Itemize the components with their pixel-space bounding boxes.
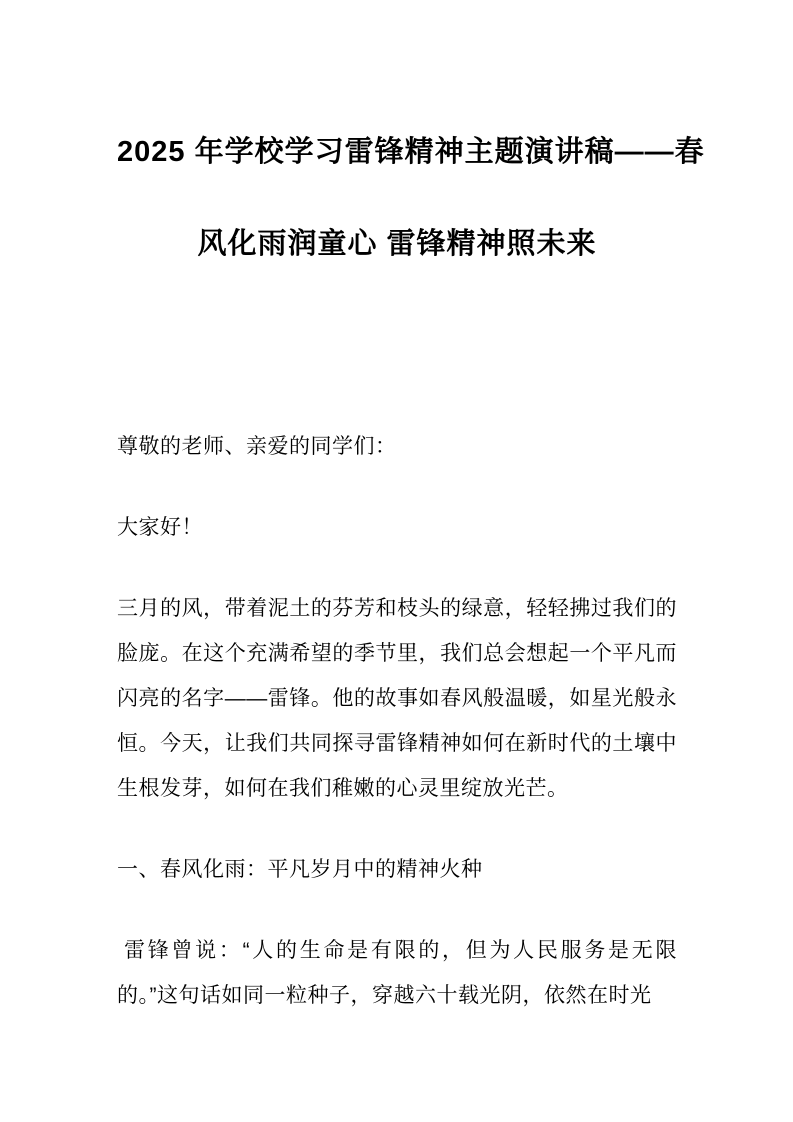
paragraph-intro: 三月的风，带着泥土的芬芳和枝头的绿意，轻轻拂过我们的脸庞。在这个充满希望的季节里，我们总会想起一个平凡而闪亮的名字——雷锋。他的故事如春风般温暖，如星光般永恒。今天，让我们共同探寻雷锋精神如何在新时代的土壤中生根发芽，如何在我们稚嫩的心灵里绽放光芒。 [117,597,677,800]
document-title [117,106,705,290]
title-line-2: 风化雨润童心 雷锋精神照未来 [197,228,597,260]
paragraph-lei-feng-quote: 雷锋曾说：“人的生命是有限的，但为人民服务是无限的。”这句话如同一粒种子，穿越六十载光阴，依然在时光 [117,939,677,1007]
document-body [117,424,677,1018]
greeting-line: 尊敬的老师、亲爱的同学们： [117,435,397,458]
salutation-line: 大家好！ [117,516,203,539]
title-line-1: 2025 年学校学习雷锋精神主题演讲稿——春 [117,136,705,168]
section-heading-1: 一、春风化雨：平凡岁月中的精神火种 [117,858,483,881]
